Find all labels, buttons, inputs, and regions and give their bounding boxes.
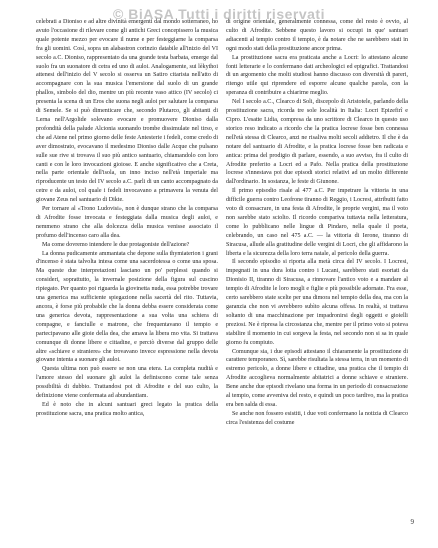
paragraph: Questa ultima non può essere se non una etera. La completa nudità e l'amore stesso del suonare gli auloi la definiscono come tale senza possibilità di dubbio. Trattandosi poi di Afrodite e del suo culto, la definizione viene confermata ad abundantiam.	[36, 366, 218, 400]
paragraph: La donna pudicamente ammantata che depone sulla thymiaterion i grani d'incenso è stata talvolta intesa come una sacerdotessa o come una sposa. Ma queste due interpretazioni lasciano un po' perplessi quando si consideri, soprattutto, la invernale posizione della figura sul cuscino ripiegato. Per quanto poi riguarda la giovinetta nuda, essa potrebbe trovare una generica ma sufficiente spiegazione nella sacertà del rito. Tuttavia, ancora, è forse più probabile che la donna debba essere considerata come una generica devota, rappresentazione a sua volta una schiera di compagne, e fanciulle e matrone, che frequentavano il tempio e partecipavano alle gioie della dea, che amava la libera mo vita. Si trattava comunque di donne libere e cittadine, e perciò diverse dal gruppo delle altre «schiave e straniere» che trovavano invece espressione nella devota giovane intenta a suonare gli auloi.	[36, 250, 218, 364]
page-number: 9	[410, 518, 414, 526]
paragraph: Ed è noto che in alcuni santuari greci legato la pratica della prostituzione sacra, una pratica molto antica,	[36, 401, 218, 417]
watermark: © BiASA Tutti i diritti riservati	[113, 6, 325, 22]
paragraph: Comunque sia, i due episodi attestano il chiaramente la prostituzione di carattere temporaneo. Sì, sarebbe risultata la stessa terra, in un momento di estremo pericolo, a donne libere e cittadine, una pratica che il tempio di Afrodite accoglieva normalmente abitatrici a donne schiave e straniere. Bene anche due episodi rivelano una forma in un periodo di consacrazione al tempio, come avveniva del resto, e quindi un poco tardivo, ma la pratica era ben salda di essa.	[226, 348, 408, 408]
paragraph: Per tornare al «Trono Ludovisi», non è dunque strano che la comparsa di Afrodite fosse invocata e festeggiata dalla musica degli auloi, e nemmeno strano che alla dolcezza della musica venisse associato il profumo dell'incenso caro alla dea.	[36, 206, 218, 239]
right-column	[226, 18, 408, 548]
paragraph: Se anche non fossero esistiti, i due voti confermano la notizia di Clearco circa l'esistenza del costume	[226, 410, 408, 426]
paragraph: Il primo episodio risale al 477 a.C. Per impetrare la vittoria in una difficile guerra contro Leofrone tiranno di Reggio, i Locresi, attribuiti fatto voto di consacrare, in una festa di Afrodite, le proprie vergini, ma il voto non sarebbe stato sciolto. Il ricordo compariva tuttavia nella letteratura, come lo pubblicano nelle lingue di Pindaro, nella quale il poeta, celebrando, un caso nel 475 a.C. — la vittoria di Ierone, tiranno di Siracusa, allude alla gratitudine delle vergini di Locri, che gli affidarono la liberta e la sicurezza della loro terra natale, al pericolo della guerra.	[226, 188, 408, 257]
paragraph: di origine orientale, generalmente connessa, come del resto è ovvio, al culto di Afrodite. Sebbene questo lavoro si occupi in que' santuari adiacenti al tempio contro il tempio, è da notare che ne sarebbero stati in ogni modo stati della prostituzione ancor prima.	[226, 19, 408, 52]
paragraph: celebrati a Dioniso e ad altre divinità emergenti dal mondo sotterraneo, ho avuto l'occasione di rilevare come gli antichi Greci concepissero la musica quale potente mezzo per evocare il nume e per festeggiarne la comparsa fra gli uomini. Così, sopra un alabastron corinzio databile all'inizio del VI secolo a.C. Dioniso, rappresentato da una grande testa barbata, emerge dal suolo fra un suonatore di cetra ed uno di auloi. Analogamente, sui lèkythoi attenesi dell'inizio del V secolo si osserva un Satiro citarista nell'atto di accompagnare con la sua musica l'emersione dal suolo di un grande phallos, simbolo del dio, mentre un più recente vaso attico (IV secolo) ci presenta la scena di un Eros che suona negli auloi per salutare la comparsa di Semele. Se si può dimenticare che, secondo Plutarco, gli abitanti di Lerna nell'Argolide solevano evocare e promuovere Dioniso dalla profondità della palude Alcionia suonando trombe dissimulate nel tirso, e che ad Atene nel primo giorno delle feste Antesterie i fedeli, come credo di aver dimostrato, evocavano il medesimo Dioniso dalle Acque che pulsano sulle sue rive si trovava il suo più antico santuario, chiamandolo con loro canti e con le loro invocazioni gioiose. E anche significativo che a Creta, nella parte orientale dell'isola, un inno inciso nell'età imperiale ma riproducente un testo del IV secolo a.C. parli di un canto accompagnato da cetre e da auloi, col quale i fedeli invocavano a primavera la venuta del giovane Zeus nel santuario di Dikte.	[36, 19, 218, 204]
paragraph: Il secondo episodio si riporta alla metà circa del IV secolo. I Locresi, impegnati in una dura lotta contro i Lucani, sarebbero stati esortati da Dionisio II, tiranno di Siracusa, a rinnovare l'antico voto e a mandare al tempio di Afrodite le loro mogli e figlie e più possibile adornate. Fra esse, certo sarebbero state scelte per una dimora nel tempio della dea, ma con la garanzia che non vi avrebbero subìto alcuna offesa. In realtà, si trattava soltanto di una macchinazione per impadronirsi degli oggetti e gioielli preziosi. Ne è ripresa la circostanza che, mentre per il primo voto si poteva stabilire il momento in cui sorgeva la festa, nel secondo non si sa in quale giorno fu compiuto.	[226, 259, 408, 346]
left-column	[36, 18, 218, 533]
paragraph: Nel I secolo a.C., Clearco di Soli, discepolo di Aristotele, parlando della prostituzione sacra, ricorda tre sole località in Italia: Locri Epizefirî e Cipro. L'esatte Lidia, compresa da uno scrittore di Clearco in questo uso storico reso indicato a ricordo che la pratica locrese fosse ben connessa nell'età stessa di Clearco, anzi ne risaliva molti secoli addietro. Il che è da notare del santuario di Afrodite, e la pratica locrese fosse ben radicata e antica: prima del prodigio di parlare, essendo, a suo avviso, fra il culto di Afrodite preferito a Locri ed a Pafo. Nella pratica della prostituzione locrese s'innestava poi due episodi storici relativi ad un molto differente dall'ordinario. In sostanza, le feste di Giunone.	[226, 99, 408, 186]
paragraph: La prostituzione sacra era praticata anche a Locri: lo attestano alcune fonti letterarie e lo confermano dati archeologici ed epigrafici. Trattandosi di un argomento che molti studiosi hanno discusso con diversità di pareri, ritengo utile qui riprendere ed esporre alcune qualche parola, con la speranza di contribuire a chiarirne meglio.	[226, 54, 408, 97]
paragraph: Ma come dovremo intendere le due protagoniste dell'azione?	[42, 241, 190, 248]
